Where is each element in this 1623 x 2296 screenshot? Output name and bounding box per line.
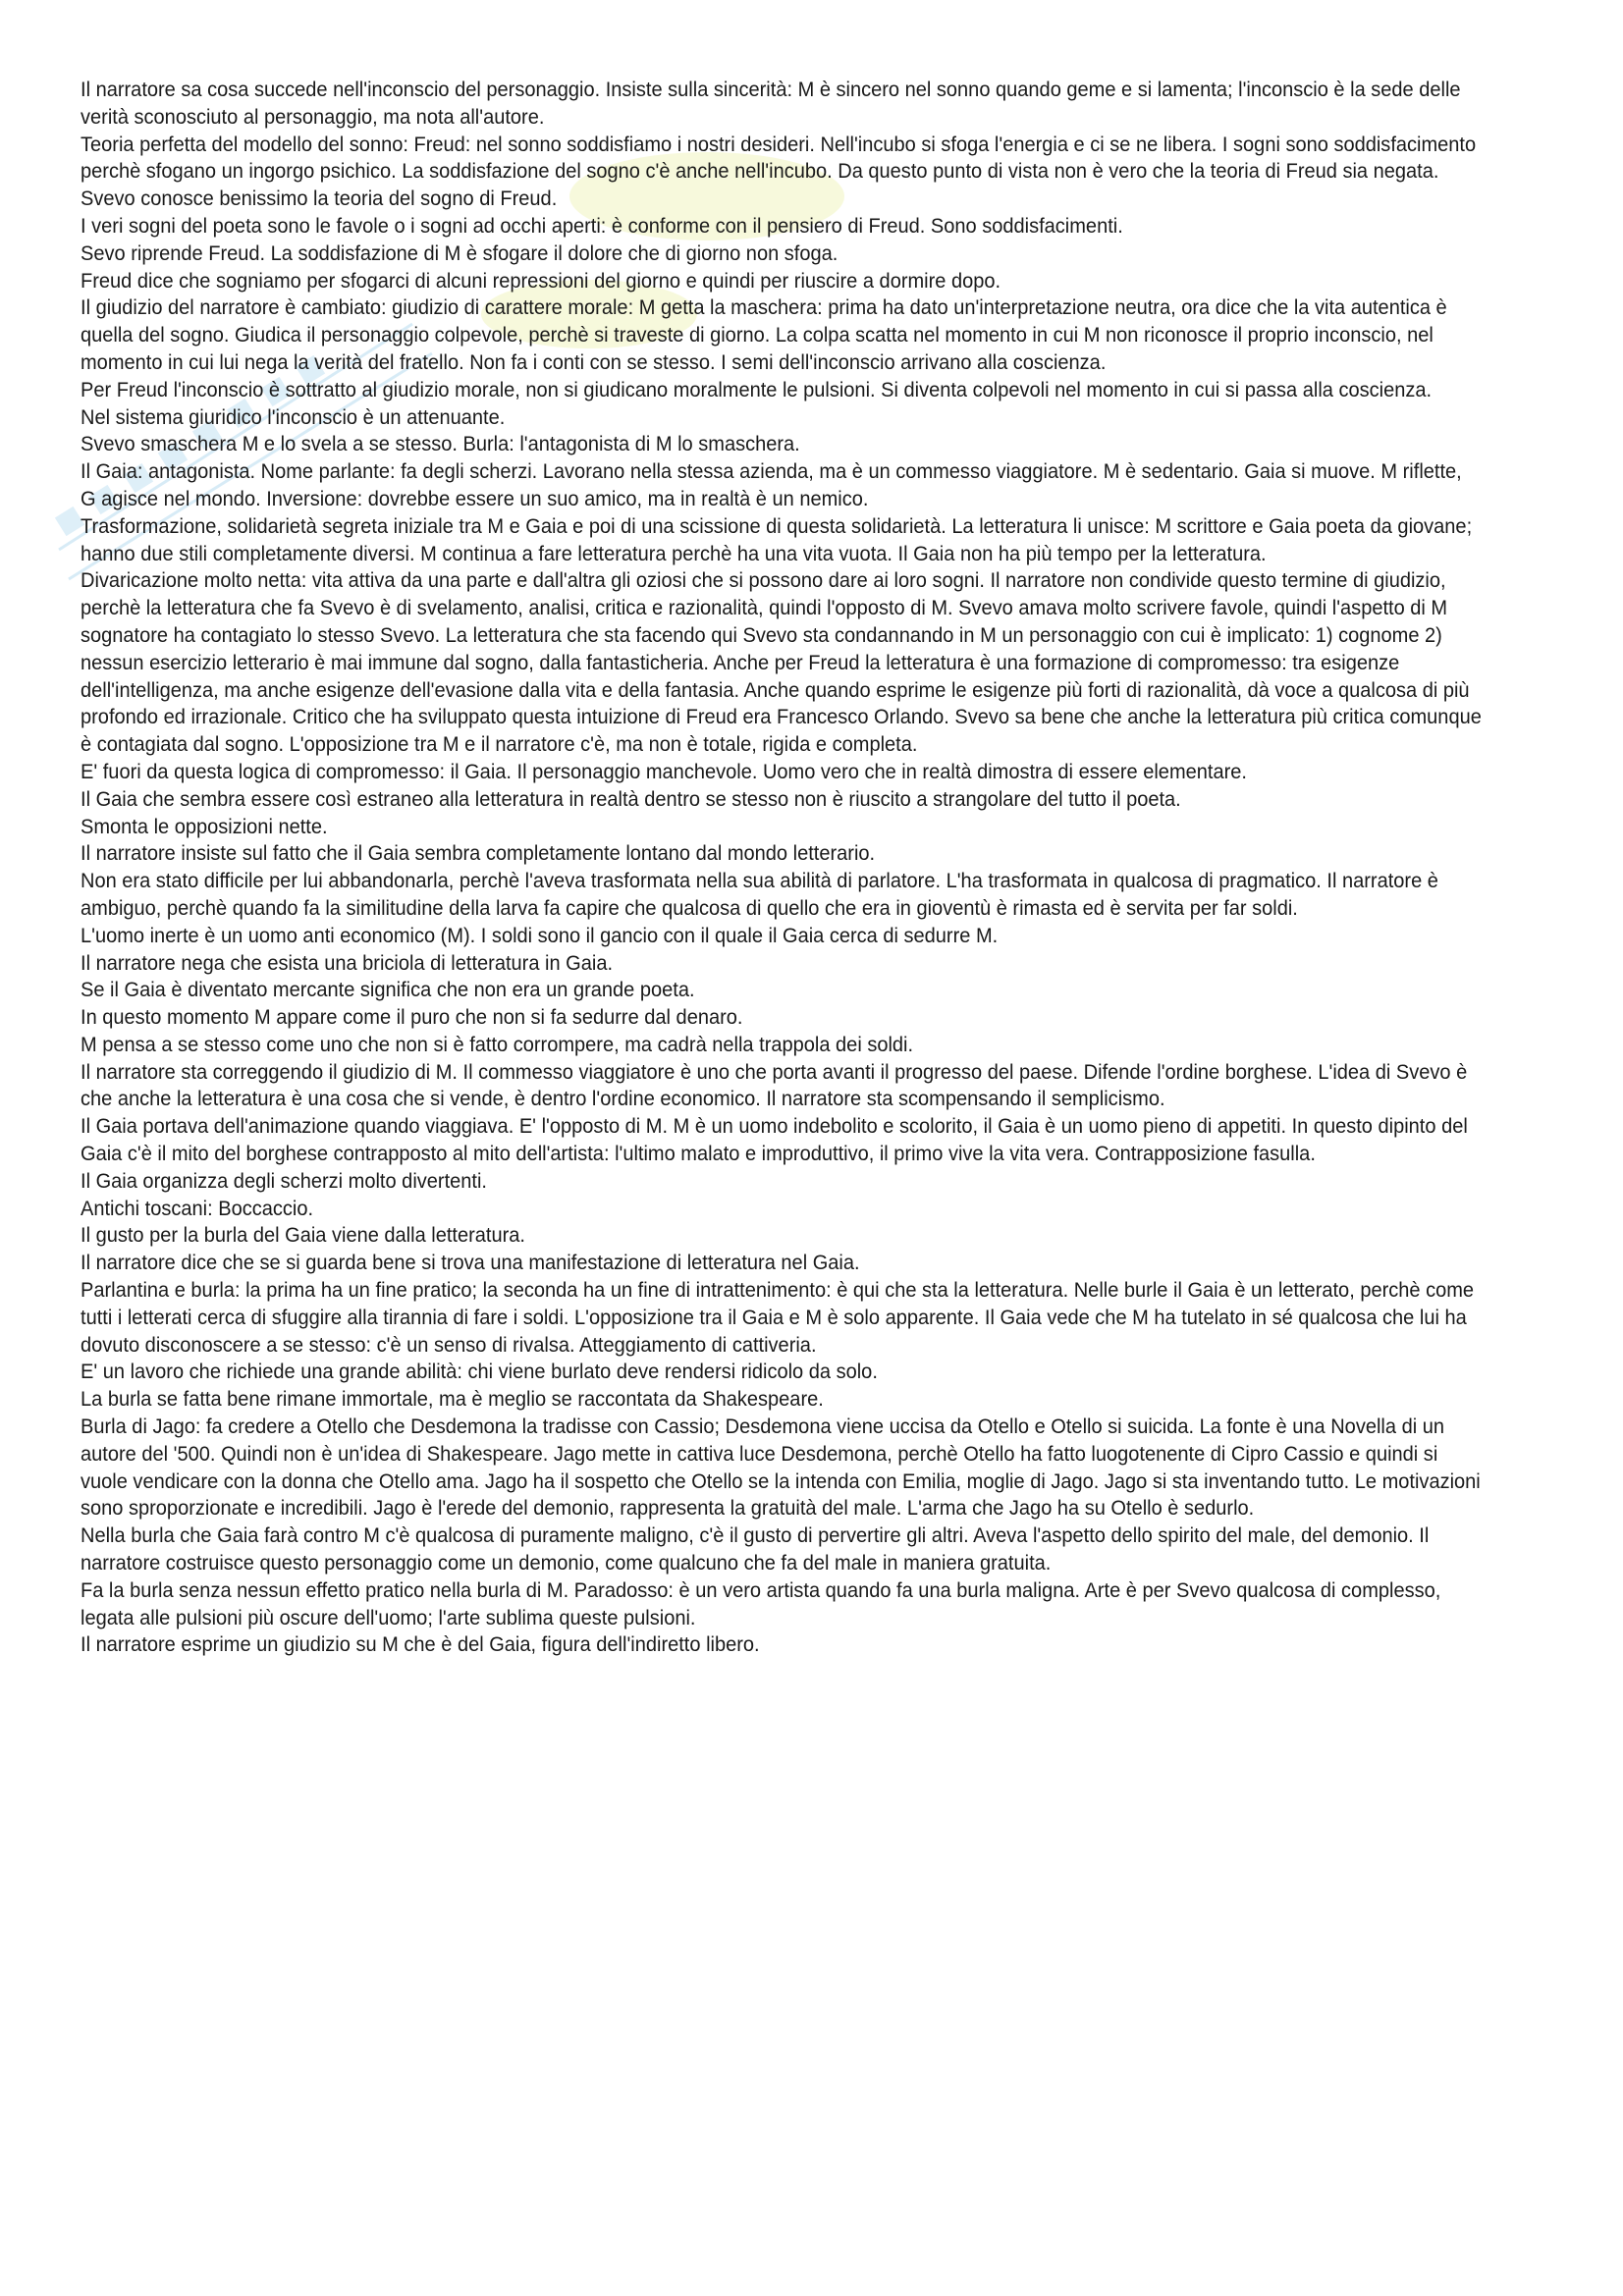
paragraph: Se il Gaia è diventato mercante significa che non era un grande poeta. <box>81 979 695 1002</box>
paragraph: Smonta le opposizioni nette. <box>81 815 328 838</box>
paragraph: Il narratore dice che se si guarda bene si trova una manifestazione di letteratura nel Gaia. <box>81 1252 860 1275</box>
paragraph: Il narratore insiste sul fatto che il Gaia sembra completamente lontano dal mondo letterario. <box>81 842 876 866</box>
paragraph: M pensa a se stesso come uno che non si è fatto corrompere, ma cadrà nella trappola dei soldi. <box>81 1033 914 1056</box>
paragraph: Il giudizio del narratore è cambiato: giudizio di carattere morale: M getta la maschera: prima ha dato un'interpretazione neutra, ora dice che la vita autentica è quella del sogno. Giudica il personaggio colpevole, perchè si traveste di giorno. La colpa scatta nel momento in cui M non riconosce il proprio inconscio, nel momento in cui lui nega la verità del fratello. Non fa i conti con se stesso. I semi dell'inconscio arrivano alla coscienza. <box>81 296 1447 374</box>
paragraph: Il narratore esprime un giudizio su M che è del Gaia, figura dell'indiretto libero. <box>81 1633 760 1657</box>
paragraph: Parlantina e burla: la prima ha un fine pratico; la seconda ha un fine di intrattenimento: è qui che sta la letteratura. Nelle burle il Gaia è un letterato, perchè come tutti i letterati cerca di sfuggire alla tirannia di fare i soldi. L'opposizione tra il Gaia e M è solo apparente. Il Gaia vede che M ha tutelato in sé qualcosa che lui ha dovuto disconoscere a se stesso: c'è un senso di rivalsa. Atteggiamento di cattiveria. <box>81 1279 1475 1357</box>
document-page <box>81 77 1482 1659</box>
paragraph: Il Gaia organizza degli scherzi molto divertenti. <box>81 1169 487 1193</box>
paragraph: Il Gaia: antagonista. Nome parlante: fa degli scherzi. Lavorano nella stessa azienda, ma è un commesso viaggiatore. M è sedentario. Gaia si muove. M riflette, G agisce nel mondo. Inversione: dovrebbe essere un suo amico, ma in realtà è un nemico. <box>81 460 1462 510</box>
paragraph: Nel sistema giuridico l'inconscio è un attenuante. <box>81 405 506 429</box>
paragraph: Antichi toscani: Boccaccio. <box>81 1197 314 1220</box>
paragraph: Trasformazione, solidarietà segreta iniziale tra M e Gaia e poi di una scissione di questa solidarietà. La letteratura li unisce: M scrittore e Gaia poeta da giovane; hanno due stili completamente diversi. M continua a fare letteratura perchè ha una vita vuota. Il Gaia non ha più tempo per la letteratura. <box>81 514 1473 565</box>
paragraph: Burla di Jago: fa credere a Otello che Desdemona la tradisse con Cassio; Desdemona viene uccisa da Otello e Otello si suicida. La fonte è una Novella di un autore del '500. Quindi non è un'idea di Shakespeare. Jago mette in cattiva luce Desdemona, perchè Otello ha fatto luogotenente di Cipro Cassio e quindi si vuole vendicare con la donna che Otello ama. Jago ha il sospetto che Otello se la intenda con Emilia, moglie di Jago. Jago si sta inventando tutto. Le motivazioni sono sproporzionate e incredibili. Jago è l'erede del demonio, rappresenta la gratuità del male. L'arma che Jago ha su Otello è sedurlo. <box>81 1415 1481 1521</box>
paragraph: L'uomo inerte è un uomo anti economico (M). I soldi sono il gancio con il quale il Gaia cerca di sedurre M. <box>81 924 999 947</box>
paragraph: In questo momento M appare come il puro che non si fa sedurre dal denaro. <box>81 1006 743 1030</box>
paragraph: Il gusto per la burla del Gaia viene dalla letteratura. <box>81 1224 525 1248</box>
paragraph: Il narratore sta correggendo il giudizio di M. Il commesso viaggiatore è uno che porta avanti il progresso del paese. Difende l'ordine borghese. L'idea di Svevo è che anche la letteratura è una cosa che si vende, è dentro l'ordine economico. Il narratore sta scompensando il semplicismo. <box>81 1060 1468 1111</box>
paragraph: Per Freud l'inconscio è sottratto al giudizio morale, non si giudicano moralmente le pulsioni. Si diventa colpevoli nel momento in cui si passa alla coscienza. <box>81 378 1433 401</box>
paragraph: Svevo smaschera M e lo svela a se stesso. Burla: l'antagonista di M lo smaschera. <box>81 433 800 456</box>
paragraph: Il Gaia che sembra essere così estraneo alla letteratura in realtà dentro se stesso non è riuscito a strangolare del tutto il poeta. <box>81 787 1181 811</box>
paragraph: Non era stato difficile per lui abbandonarla, perchè l'aveva trasformata nella sua abilità di parlatore. L'ha trasformata in qualcosa di pragmatico. Il narratore è ambiguo, perchè quando fa la similitudine della larva fa capire che qualcosa di quello che era in gioventù è rimasta ed è servita per far soldi. <box>81 870 1438 920</box>
paragraph: E' un lavoro che richiede una grande abilità: chi viene burlato deve rendersi ridicolo da solo. <box>81 1361 878 1384</box>
paragraph: I veri sogni del poeta sono le favole o i sogni ad occhi aperti: è conforme con il pensiero di Freud. Sono soddisfacimenti. <box>81 214 1123 238</box>
paragraph: Teoria perfetta del modello del sonno: Freud: nel sonno soddisfiamo i nostri desideri. Nell'incubo si sfoga l'energia e ci se ne libera. I sogni sono soddisfacimento perchè sfogano un ingorgo psichico. La soddisfazione del sogno c'è anche nell'incubo. Da questo punto di vista non è vero che la teoria di Freud sia negata. Svevo conosce benissimo la teoria del sogno di Freud. <box>81 133 1477 211</box>
paragraph: La burla se fatta bene rimane immortale, ma è meglio se raccontata da Shakespeare. <box>81 1388 824 1412</box>
paragraph: Divaricazione molto netta: vita attiva da una parte e dall'altra gli oziosi che si possono dare ai loro sogni. Il narratore non condivide questo termine di giudizio, perchè la letteratura che fa Svevo è di svelamento, analisi, critica e razionalità, quindi l'opposto di M. Svevo amava molto scrivere favole, quindi l'aspetto di M sognatore ha contagiato lo stesso Svevo. La letteratura che sta facendo qui Svevo sta condannando in M un personaggio con cui è implicato: 1) cognome 2) nessun esercizio letterario è mai immune dal sogno, dalla fantasticheria. Anche per Freud la letteratura è una formazione di compromesso: tra esigenze dell'intelligenza, ma anche esigenze dell'evasione dalla vita e della fantasia. Anche quando esprime le esigenze più forti di razionalità, dà voce a qualcosa di più profondo ed irrazionale. Critico che ha sviluppato questa intuizione di Freud era Francesco Orlando. Svevo sa bene che anche la letteratura più critica comunque è contagiata dal sogno. L'opposizione tra M e il narratore c'è, ma non è totale, rigida e completa. <box>81 569 1482 757</box>
paragraph: Fa la burla senza nessun effetto pratico nella burla di M. Paradosso: è un vero artista quando fa una burla maligna. Arte è per Svevo qualcosa di complesso, legata alle pulsioni più oscure dell'uomo; l'arte sublima queste pulsioni. <box>81 1578 1441 1629</box>
paragraph: Nella burla che Gaia farà contro M c'è qualcosa di puramente maligno, c'è il gusto di pervertire gli altri. Aveva l'aspetto dello spirito del male, del demonio. Il narratore costruisce questo personaggio come un demonio, come qualcuno che fa del male in maniera gratuita. <box>81 1524 1430 1575</box>
paragraph: Sevo riprende Freud. La soddisfazione di M è sfogare il dolore che di giorno non sfoga. <box>81 241 839 265</box>
paragraph: Il Gaia portava dell'animazione quando viaggiava. E' l'opposto di M. M è un uomo indebolito e scolorito, il Gaia è un uomo pieno di appetiti. In questo dipinto del Gaia c'è il mito del borghese contrapposto al mito dell'artista: l'ultimo malato e improduttivo, il primo vive la vita vera. Contrapposizione fasulla. <box>81 1115 1468 1166</box>
paragraph: Il narratore nega che esista una briciola di letteratura in Gaia. <box>81 951 614 975</box>
paragraph: Il narratore sa cosa succede nell'inconscio del personaggio. Insiste sulla sincerità: M è sincero nel sonno quando geme e si lamenta; l'inconscio è la sede delle verità sconosciuto al personaggio, ma nota all'autore. <box>81 79 1461 129</box>
paragraph: E' fuori da questa logica di compromesso: il Gaia. Il personaggio manchevole. Uomo vero che in realtà dimostra di essere elementare. <box>81 760 1247 783</box>
paragraph: Freud dice che sogniamo per sfogarci di alcuni repressioni del giorno e quindi per riuscire a dormire dopo. <box>81 269 1001 293</box>
